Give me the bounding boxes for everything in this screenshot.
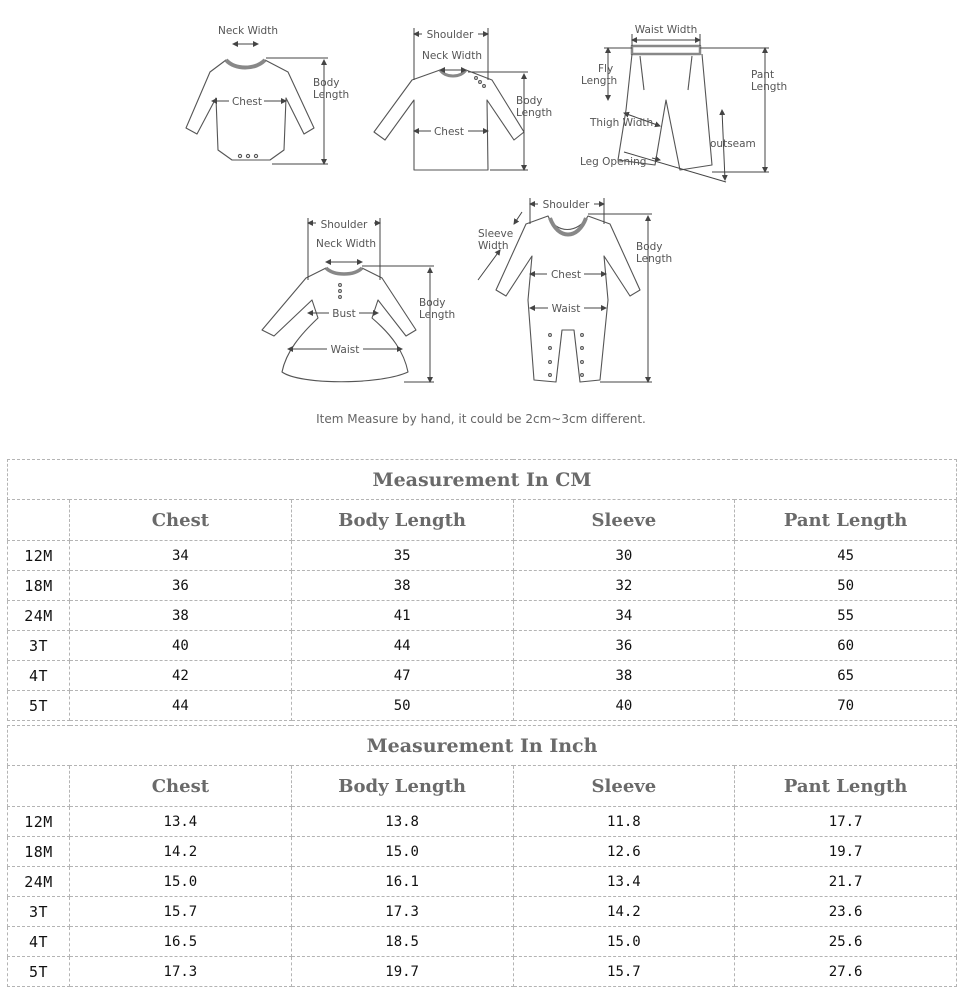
value-cell: 11.8 (513, 807, 735, 837)
value-cell: 14.2 (70, 837, 292, 867)
pants-pant-length-label-2: Length (751, 81, 788, 93)
dress-neck-width-label: Neck Width (315, 238, 377, 250)
value-cell: 13.4 (70, 807, 292, 837)
pants-fly-length-label-2: Length (581, 75, 618, 87)
table-row (8, 571, 957, 601)
table-row (8, 957, 957, 987)
romper-body-length-label-2: Length (636, 253, 673, 265)
romper-shoulder-label: Shoulder (542, 199, 590, 211)
measurement-note: Item Measure by hand, it could be 2cm~3cm different. (316, 412, 646, 426)
value-cell: 14.2 (513, 897, 735, 927)
value-cell: 38 (291, 571, 513, 601)
size-cell: 5T (8, 691, 70, 721)
value-cell: 34 (70, 541, 292, 571)
table-row (8, 807, 957, 837)
value-cell: 40 (513, 691, 735, 721)
value-cell: 32 (513, 571, 735, 601)
value-cell: 27.6 (735, 957, 957, 987)
table-inch-body (8, 807, 957, 987)
table-cm (7, 459, 957, 721)
pants-fly-length-label-1: Fly (598, 63, 614, 75)
size-cell: 4T (8, 927, 70, 957)
value-cell: 44 (70, 691, 292, 721)
pants-pant-length-label-1: Pant (751, 69, 775, 81)
table-cm-corner (8, 500, 70, 541)
size-cell: 12M (8, 807, 70, 837)
value-cell: 36 (70, 571, 292, 601)
value-cell: 17.3 (70, 957, 292, 987)
dress-illustration (262, 268, 416, 382)
size-cell: 3T (8, 897, 70, 927)
top-chest-label: Chest (433, 126, 465, 138)
size-cell: 18M (8, 837, 70, 867)
table-row (8, 927, 957, 957)
table-row (8, 691, 957, 721)
table-inch-header-chest: Chest (70, 766, 292, 807)
bodysuit-body-length-label-1: Body (313, 77, 340, 89)
table-cm-header-chest: Chest (70, 500, 292, 541)
value-cell: 30 (513, 541, 735, 571)
value-cell: 16.1 (291, 867, 513, 897)
romper-waist-label: Waist (551, 303, 581, 315)
table-cm-title: Measurement In CM (8, 460, 957, 500)
top-neck-width-label: Neck Width (421, 50, 483, 62)
value-cell: 38 (513, 661, 735, 691)
bodysuit-chest-label: Chest (231, 96, 263, 108)
table-row (8, 837, 957, 867)
pants-leg-opening-label: Leg Opening (580, 156, 647, 168)
size-cell: 5T (8, 957, 70, 987)
table-row (8, 631, 957, 661)
value-cell: 65 (735, 661, 957, 691)
size-cell: 24M (8, 601, 70, 631)
romper-sleeve-width-label-2: Width (478, 240, 509, 252)
top-body-length-label-1: Body (516, 95, 543, 107)
value-cell: 55 (735, 601, 957, 631)
pants-outseam-label: outseam (710, 138, 756, 150)
size-cell: 24M (8, 867, 70, 897)
value-cell: 15.7 (513, 957, 735, 987)
value-cell: 70 (735, 691, 957, 721)
value-cell: 21.7 (735, 867, 957, 897)
table-row (8, 541, 957, 571)
value-cell: 40 (70, 631, 292, 661)
value-cell: 44 (291, 631, 513, 661)
value-cell: 17.3 (291, 897, 513, 927)
value-cell: 13.4 (513, 867, 735, 897)
table-row (8, 897, 957, 927)
pants-thigh-width-label: Thigh Width (590, 117, 654, 129)
table-inch-corner (8, 766, 70, 807)
table-inch-header-pant-length: Pant Length (735, 766, 957, 807)
dress-body-length-label-2: Length (419, 309, 456, 321)
size-cell: 3T (8, 631, 70, 661)
value-cell: 17.7 (735, 807, 957, 837)
value-cell: 19.7 (735, 837, 957, 867)
table-inch (7, 725, 957, 987)
romper-chest-label: Chest (550, 269, 582, 281)
table-inch-title: Measurement In Inch (8, 726, 957, 766)
value-cell: 42 (70, 661, 292, 691)
value-cell: 13.8 (291, 807, 513, 837)
dress-body-length-label-1: Body (419, 297, 446, 309)
value-cell: 45 (735, 541, 957, 571)
value-cell: 38 (70, 601, 292, 631)
size-cell: 12M (8, 541, 70, 571)
top-body-length-label-2: Length (516, 107, 553, 119)
value-cell: 18.5 (291, 927, 513, 957)
pants-illustration (618, 46, 712, 170)
value-cell: 25.6 (735, 927, 957, 957)
top-illustration (374, 70, 524, 170)
value-cell: 50 (291, 691, 513, 721)
value-cell: 19.7 (291, 957, 513, 987)
romper-body-length-label-1: Body (636, 241, 663, 253)
bodysuit-illustration (186, 60, 314, 160)
value-cell: 34 (513, 601, 735, 631)
table-row (8, 867, 957, 897)
value-cell: 60 (735, 631, 957, 661)
value-cell: 15.0 (513, 927, 735, 957)
table-row (8, 601, 957, 631)
value-cell: 50 (735, 571, 957, 601)
table-cm-header-body-length: Body Length (291, 500, 513, 541)
value-cell: 35 (291, 541, 513, 571)
bodysuit-neck-width-label: Neck Width (217, 25, 279, 37)
bodysuit-body-length-label-2: Length (313, 89, 350, 101)
size-cell: 4T (8, 661, 70, 691)
table-inch-header-sleeve: Sleeve (513, 766, 735, 807)
value-cell: 15.7 (70, 897, 292, 927)
pants-waist-width-label: Waist Width (634, 24, 698, 36)
value-cell: 23.6 (735, 897, 957, 927)
value-cell: 12.6 (513, 837, 735, 867)
measurement-diagrams (0, 0, 962, 440)
top-shoulder-label: Shoulder (426, 29, 474, 41)
value-cell: 36 (513, 631, 735, 661)
table-cm-header-pant-length: Pant Length (735, 500, 957, 541)
romper-sleeve-width-label-1: Sleeve (478, 228, 514, 240)
romper-illustration (496, 216, 640, 382)
value-cell: 15.0 (291, 837, 513, 867)
table-cm-header-sleeve: Sleeve (513, 500, 735, 541)
value-cell: 47 (291, 661, 513, 691)
table-inch-header-body-length: Body Length (291, 766, 513, 807)
size-cell: 18M (8, 571, 70, 601)
value-cell: 16.5 (70, 927, 292, 957)
value-cell: 15.0 (70, 867, 292, 897)
table-row (8, 661, 957, 691)
dress-bust-label: Bust (332, 308, 356, 320)
dress-waist-label: Waist (330, 344, 360, 356)
dress-shoulder-label: Shoulder (320, 219, 368, 231)
table-cm-body (8, 541, 957, 721)
value-cell: 41 (291, 601, 513, 631)
